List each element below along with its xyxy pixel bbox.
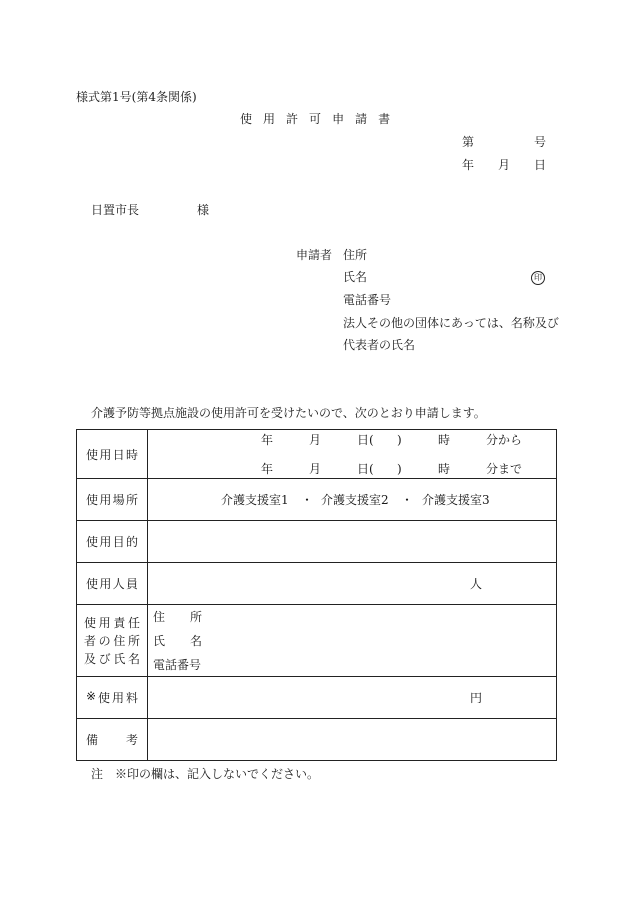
applicant-label: 申請者: [296, 248, 333, 262]
value-purpose[interactable]: [148, 521, 557, 563]
value-fee: [148, 677, 557, 719]
row-responsible: [77, 605, 557, 677]
applicant-name-label: 氏名: [343, 270, 368, 284]
value-place[interactable]: [148, 479, 557, 521]
value-responsible[interactable]: 住 所 氏 名 電話番号: [148, 605, 557, 677]
applicant-corp-line1: 法人その他の団体にあっては、名称及び: [343, 316, 559, 330]
row-remarks: [77, 719, 557, 761]
date-year: 年: [462, 158, 475, 172]
label-purpose: 使 用 目 的: [77, 521, 148, 563]
addressee-honorific: 様: [197, 203, 210, 217]
label-responsible: 使 用 責 任 者 の 住 所 及 び 氏 名: [77, 605, 148, 677]
note-text: 注 ※印の欄は、記入しないでください。: [91, 767, 320, 781]
label-datetime: 使 用 日 時: [77, 430, 148, 479]
label-remarks: 備 考: [77, 719, 148, 761]
fee-unit: 円: [470, 691, 483, 705]
value-datetime[interactable]: 年 月 日( ) 時 分から 年 月 日( ) 時 分まで: [148, 430, 557, 479]
place-separator-2: ・: [401, 493, 414, 507]
place-separator-1: ・: [301, 493, 314, 507]
label-fee: ※ 使 用 料: [77, 677, 148, 719]
place-option-3[interactable]: 介護支援室3: [422, 493, 490, 507]
place-option-1[interactable]: 介護支援室1: [221, 493, 289, 507]
doc-number-go: 号: [534, 135, 547, 149]
place-option-2[interactable]: 介護支援室2: [321, 493, 389, 507]
row-place: [77, 479, 557, 521]
row-fee: [77, 677, 557, 719]
application-table: [76, 429, 557, 761]
doc-number-dai: 第: [462, 135, 475, 149]
value-remarks[interactable]: [148, 719, 557, 761]
row-persons: [77, 563, 557, 605]
addressee-name: 日置市長: [91, 203, 140, 217]
applicant-corp-line2: 代表者の氏名: [343, 338, 416, 352]
applicant-phone-label: 電話番号: [343, 293, 392, 307]
document-title: 使用許可申請書: [240, 112, 402, 126]
label-persons: 使 用 人 員: [77, 563, 148, 605]
date-day: 日: [534, 158, 547, 172]
label-place: 使 用 場 所: [77, 479, 148, 521]
row-datetime: [77, 430, 557, 479]
form-number: 様式第1号(第4条関係): [76, 90, 197, 104]
applicant-address-label: 住所: [343, 248, 368, 262]
seal-mark: 印: [531, 269, 545, 285]
date-month: 月: [498, 158, 511, 172]
row-purpose: [77, 521, 557, 563]
value-persons[interactable]: [148, 563, 557, 605]
persons-unit: 人: [470, 577, 483, 591]
intro-text: 介護予防等拠点施設の使用許可を受けたいので、次のとおり申請します。: [91, 406, 486, 420]
